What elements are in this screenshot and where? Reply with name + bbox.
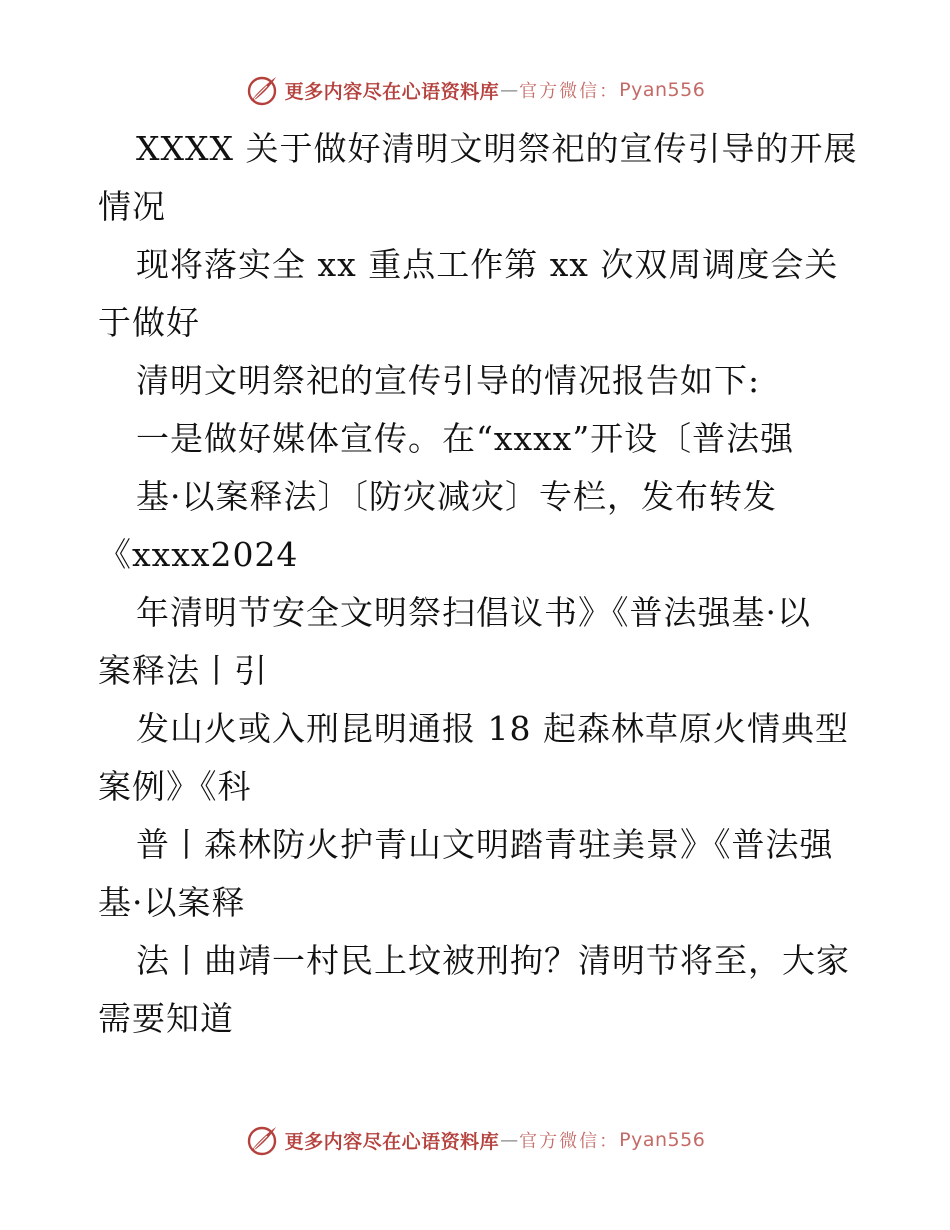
text-line: 案例》《科 [98, 767, 252, 806]
banner-separator: — [500, 1129, 519, 1151]
feather-logo-icon [245, 73, 279, 107]
banner-separator: — [500, 79, 519, 101]
banner-wechat-id: Pyan556 [619, 1129, 706, 1151]
text-line: 年清明节安全文明祭扫倡议书》《普法强基·以 [136, 593, 811, 632]
banner-wechat-label: 官方微信： [519, 1131, 620, 1152]
text-line: 需要知道 [98, 999, 234, 1038]
text-line: 基·以案释法〕〔防灾减灾〕专栏，发布转发 [136, 477, 777, 516]
text-line: 于做好 [98, 303, 200, 342]
banner-wechat-id: Pyan556 [619, 79, 706, 101]
text-line: 清明文明祭祀的宣传引导的情况报告如下: [136, 361, 761, 400]
banner-wechat-label: 官方微信： [519, 81, 620, 102]
text-line: XXXX 关于做好清明文明祭祀的宣传引导的开展 [136, 129, 858, 168]
banner-main-text: 更多内容尽在心语资料库 [284, 1130, 500, 1153]
footer-watermark-banner [0, 1120, 950, 1160]
text-line: 情况 [98, 187, 166, 226]
document-body [98, 120, 858, 1048]
text-line: 基·以案释 [98, 883, 246, 922]
text-line: 《xxxx2024 [98, 535, 299, 574]
text-line: 现将落实全 xx 重点工作第 xx 次双周调度会关 [136, 245, 839, 284]
header-watermark-banner [0, 70, 950, 110]
text-line: 发山火或入刑昆明通报 18 起森林草原火情典型 [136, 709, 849, 748]
feather-logo-icon [245, 1123, 279, 1157]
text-line: 案释法丨引 [98, 651, 268, 690]
text-line: 普丨森林防火护青山文明踏青驻美景》《普法强 [136, 825, 834, 864]
text-line: 法丨曲靖一村民上坟被刑拘？清明节将至，大家 [136, 941, 850, 980]
text-line: 一是做好媒体宣传。在“xxxx”开设〔普法强 [136, 419, 795, 458]
banner-main-text: 更多内容尽在心语资料库 [284, 80, 500, 103]
